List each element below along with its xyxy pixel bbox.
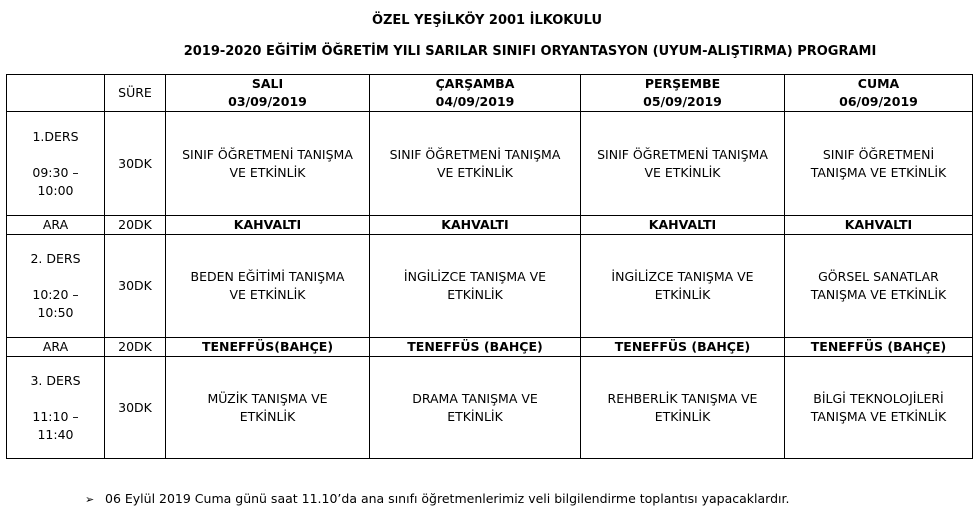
lesson-cell (581, 112, 785, 216)
break-label: ARA (7, 216, 105, 235)
break-cell: TENEFFÜS (BAHÇE) (785, 338, 973, 357)
lesson-cell (370, 112, 581, 216)
lesson-time-start: 10:20 – (32, 287, 79, 302)
day-date: 06/09/2019 (839, 94, 918, 109)
day-header-wed (370, 75, 581, 112)
cell-line: MÜZİK TANIŞMA VE (207, 390, 328, 406)
cell-line: ETKİNLİK (447, 408, 503, 424)
break-cell: KAHVALTI (785, 216, 973, 235)
lesson-cell (785, 357, 973, 459)
cell-line: VE ETKİNLİK (229, 287, 306, 302)
lesson-cell (166, 112, 370, 216)
corner-cell (7, 75, 105, 112)
break-label: ARA (7, 338, 105, 357)
cell-line: REHBERLİK TANIŞMA VE (607, 390, 758, 406)
day-name: CUMA (857, 76, 900, 91)
cell-line: ETKİNLİK (447, 287, 503, 302)
cell-line: TANIŞMA VE ETKİNLİK (810, 287, 947, 302)
lesson-row-1 (7, 112, 973, 216)
cell-line: TANIŞMA VE ETKİNLİK (810, 164, 947, 180)
lesson-cell (785, 112, 973, 216)
cell-line: ETKİNLİK (654, 287, 711, 302)
day-name: ÇARŞAMBA (435, 76, 515, 91)
day-header-fri (785, 75, 973, 112)
cell-line: BİLGİ TEKNOLOJİLERİ (813, 390, 944, 406)
break-duration: 20DK (105, 216, 166, 235)
break-cell: TENEFFÜS (BAHÇE) (581, 338, 785, 357)
break-cell: TENEFFÜS (BAHÇE) (370, 338, 581, 357)
lesson-label: 2. DERS (30, 251, 81, 266)
lesson-time-start: 11:10 – (32, 408, 79, 424)
cell-line: GÖRSEL SANATLAR (818, 269, 939, 284)
lesson-cell (370, 235, 581, 338)
lesson-cell (166, 235, 370, 338)
lesson-duration: 30DK (105, 112, 166, 216)
cell-line: VE ETKİNLİK (644, 164, 721, 180)
cell-line: SINIF ÖĞRETMENİ TANIŞMA (597, 146, 768, 162)
lesson-time-end: 11:40 (37, 426, 74, 442)
lesson-time-start: 09:30 – (32, 164, 79, 180)
cell-line: İNGİLİZCE TANIŞMA VE (403, 269, 547, 284)
lesson-time-end: 10:50 (37, 305, 74, 320)
day-name: SALI (251, 76, 284, 91)
lesson-label-cell (7, 235, 105, 338)
schedule-table (6, 74, 973, 459)
parent-meeting-note (85, 491, 789, 506)
day-date: 03/09/2019 (228, 94, 307, 109)
school-name: ÖZEL YEŞİLKÖY 2001 İLKOKULU (371, 13, 603, 28)
lesson-row-2 (7, 235, 973, 338)
break-cell: TENEFFÜS(BAHÇE) (166, 338, 370, 357)
cell-line: ETKİNLİK (239, 408, 296, 424)
day-date: 05/09/2019 (643, 94, 722, 109)
day-header-tue (166, 75, 370, 112)
cell-line: İNGİLİZCE TANIŞMA VE (611, 269, 754, 284)
lesson-time-end: 10:00 (37, 182, 74, 198)
lesson-cell (581, 357, 785, 459)
day-name: PERŞEMBE (644, 76, 721, 91)
break-row-2 (7, 338, 973, 357)
break-row-1 (7, 216, 973, 235)
cell-line: SINIF ÖĞRETMENİ (822, 146, 935, 162)
cell-line: VE ETKİNLİK (229, 164, 306, 180)
cell-line: VE ETKİNLİK (436, 164, 514, 180)
arrow-bullet-icon: ➢ (85, 493, 95, 506)
lesson-cell (581, 235, 785, 338)
lesson-cell (785, 235, 973, 338)
lesson-label-cell (7, 357, 105, 459)
cell-line: ETKİNLİK (654, 408, 711, 424)
day-header-thu (581, 75, 785, 112)
lesson-label: 3. DERS (30, 372, 81, 388)
cell-line: DRAMA TANIŞMA VE (412, 390, 538, 406)
lesson-duration: 30DK (105, 235, 166, 338)
duration-header: SÜRE (105, 75, 166, 112)
note-text: 06 Eylül 2019 Cuma günü saat 11.10’da ana sınıfı öğretmenlerimiz veli bilgilendirme toplantısı yapacaklardır. (105, 491, 790, 506)
break-duration: 20DK (105, 338, 166, 357)
break-cell: KAHVALTI (581, 216, 785, 235)
break-cell: KAHVALTI (370, 216, 581, 235)
lesson-cell (166, 357, 370, 459)
cell-line: BEDEN EĞİTİMİ TANIŞMA (190, 269, 345, 284)
lesson-duration: 30DK (105, 357, 166, 459)
cell-line: SINIF ÖĞRETMENİ TANIŞMA (182, 146, 353, 162)
cell-line: TANIŞMA VE ETKİNLİK (810, 408, 947, 424)
program-title: 2019-2020 EĞİTİM ÖĞRETİM YILI SARILAR SINIFI ORYANTASYON (UYUM-ALIŞTIRMA) PROGRAMI (183, 44, 877, 59)
lesson-label: 1.DERS (32, 128, 79, 144)
lesson-cell (370, 357, 581, 459)
lesson-label-cell (7, 112, 105, 216)
cell-line: SINIF ÖĞRETMENİ TANIŞMA (389, 146, 561, 162)
day-date: 04/09/2019 (435, 94, 515, 109)
break-cell: KAHVALTI (166, 216, 370, 235)
header-row (7, 75, 973, 112)
lesson-row-3 (7, 357, 973, 459)
